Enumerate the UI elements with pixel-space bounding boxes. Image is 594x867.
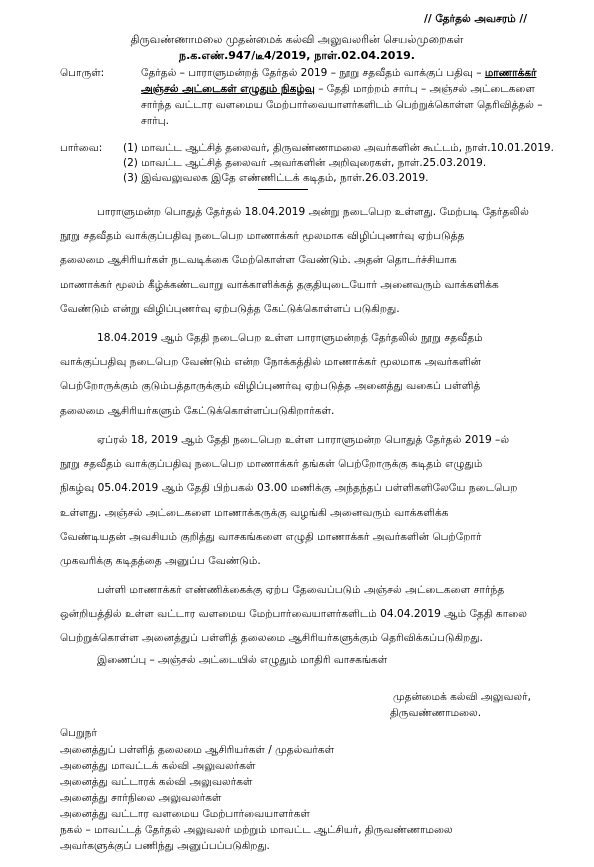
paragraph-1-line: தலைமை ஆசிரியர்கள் நடவடிக்கை மேற்கொள்ள வேண்டும். அதன் தொடர்ச்சியாக <box>60 254 457 267</box>
paragraph-1-line: நூறு சதவீதம் வாக்குப்பதிவு நடைபெற மாணாக்கர் மூலமாக விழிப்புணர்வு ஏற்படுத்த <box>60 230 465 243</box>
paragraph-3-line: வேண்டியதன் அவசியம் குறித்து வாசகங்களை எழுதி மாணாக்கர் அவர்களின் பெற்றோர் <box>60 530 482 543</box>
reference-item-3: (3) இவ்வலுவலக இதே எண்ணிட்டக் கடிதம், நாள்.26.03.2019. <box>123 172 429 184</box>
paragraph-1-line: பாராளுமன்ற பொதுத் தேர்தல் 18.04.2019 அன்று நடைபெற உள்ளது. மேற்படி தேர்தலில் <box>97 206 529 218</box>
subject-line-1 <box>141 67 537 80</box>
copy-to-line-2: அவர்களுக்குப் பணிந்து அனுப்பப்படுகிறது. <box>60 840 270 852</box>
body-paragraph-4 <box>60 578 534 651</box>
paragraph-2-line: பெற்றோருக்கும் குடும்பத்தாருக்கும் விழிப்புணர்வு ஏற்படுத்த அனைத்து வகைப் பள்ளித் <box>60 380 481 393</box>
election-urgent-tag: // தேர்தல் அவசரம் // <box>424 13 528 25</box>
paragraph-2-line: வாக்குப்பதிவு நடைபெற வேண்டும் என்ற நோக்கத்தில் மாணாக்கர் மூலமாக அவர்களின் <box>60 356 481 369</box>
paragraph-3-line: முகவரிக்கு கடிதத்தை அனுப்ப வேண்டும். <box>60 555 261 568</box>
paragraph-3-line: நூறு சதவீதம் வாக்குப்பதிவு நடைபெற மாணாக்கர் தங்கள் பெற்றோருக்கு கடிதம் எழுதும் <box>60 458 483 471</box>
office-title: திருவண்ணாமலை முதன்மைக் கல்வி அலுவலரின் செயல்முறைகள் <box>130 33 464 46</box>
recipient-item: அனைத்து சார்நிலை அலுவலர்கள் <box>60 792 222 804</box>
paragraph-4-line: ஒன்றியத்தில் உள்ள வட்டார வளமைய மேற்பார்வையாளர்களிடம் 04.04.2019 ஆம் தேதி காலை <box>60 608 528 621</box>
signature-location: திருவண்ணாமலை. <box>390 707 482 719</box>
subject-label: பொருள்: <box>60 67 105 79</box>
paragraph-1-line: வேண்டும் என்று விழிப்புணர்வு ஏற்படுத்த கேட்டுக்கொள்ளப் படுகிறது. <box>60 302 400 315</box>
paragraph-3-line: உள்ளது. அஞ்சல் அட்டைகளை மாணாக்கருக்கு வழங்கி அனைவரும் வாக்களிக்க <box>60 506 449 519</box>
copy-to-line-1: நகல் – மாவட்டத் தேர்தல் அலுவலர் மற்றும் மாவட்ட ஆட்சியர், திருவண்ணாமலை <box>60 824 453 836</box>
subject-highlight-2: அஞ்சல் அட்டைகள் எழுதும் நிகழ்வு <box>141 83 315 95</box>
recipients-label: பெறுநர் <box>60 727 97 739</box>
reference-label: பார்வை: <box>60 142 103 154</box>
recipient-item: அனைத்து வட்டார வளமைய மேற்பார்வையாளர்கள் <box>60 808 310 820</box>
paragraph-4-line: பள்ளி மாணாக்கர் எண்ணிக்கைக்கு ஏற்ப தேவைப்படும் அஞ்சல் அட்டைகளை சார்ந்த <box>97 584 505 596</box>
subject-line-3: சார்ந்த வட்டார வளமைய மேற்பார்வையாளர்களிடம் பெற்றுக்கொள்ள தெரிவித்தல் – <box>141 99 543 111</box>
recipient-item: அனைத்து வட்டாரக் கல்வி அலுவலர்கள் <box>60 776 253 788</box>
paragraph-3-line: நிகழ்வு 05.04.2019 ஆம் தேதி பிற்பகல் 03.00 மணிக்கு அந்தந்தப் பள்ளிகளிலேயே நடைபெற <box>60 482 518 495</box>
enclosure-note: இணைப்பு – அஞ்சல் அட்டையில் எழுதும் மாதிரி வாசகங்கள் <box>97 654 388 666</box>
body-paragraph-1 <box>60 200 534 321</box>
signature-designation: முதன்மைக் கல்வி அலுவலர், <box>393 691 531 703</box>
paragraph-2-line: 18.04.2019 ஆம் தேதி நடைபெற உள்ள பாராளுமன்றத் தேர்தலில் நூறு சதவீதம் <box>97 332 483 344</box>
paragraph-1-line: மாணாக்கர் மூலம் கீழ்க்கண்டவாறு வாக்காளிக்கத் தகுதியுடையோர் அனைவரும் வாக்களிக்க <box>60 278 499 291</box>
reference-divider <box>258 189 308 190</box>
paragraph-2-line: தலைமை ஆசிரியர்களும் கேட்டுக்கொள்ளப்படுகிறார்கள். <box>60 404 335 417</box>
body-paragraph-2 <box>60 326 534 423</box>
reference-number: ந.க.எண்.947/டீ4/2019, நாள்.02.04.2019. <box>179 49 415 62</box>
subject-line-1-text: தேர்தல் – பாராளுமன்றத் தேர்தல் 2019 – நூறு சதவீதம் வாக்குப் பதிவு – <box>141 67 482 79</box>
recipient-item: அனைத்துப் பள்ளித் தலைமை ஆசிரியர்கள் / முதல்வர்கள் <box>60 744 335 756</box>
recipient-item: அனைத்து மாவட்டக் கல்வி அலுவலர்கள் <box>60 760 256 772</box>
subject-line-2-text: – தேதி மாற்றம் சார்பு – அஞ்சல் அட்டைகளை <box>318 83 535 95</box>
body-paragraph-3 <box>60 428 534 573</box>
subject-line-4: சார்பு. <box>141 115 169 127</box>
reference-item-1: (1) மாவட்ட ஆட்சித் தலைவர், திருவண்ணாமலை அவர்களின் கூட்டம், நாள்.10.01.2019. <box>123 142 554 154</box>
subject-highlight-1: மாணாக்கர் <box>484 67 537 79</box>
subject-line-2 <box>141 83 535 96</box>
paragraph-4-line: பெற்றுக்கொள்ள அனைத்துப் பள்ளித் தலைமை ஆசிரியர்களுக்கும் தெரிவிக்கப்படுகிறது. <box>60 632 483 645</box>
reference-item-2: (2) மாவட்ட ஆட்சித் தலைவர் அவர்களின் அறிவுரைகள், நாள்.25.03.2019. <box>123 157 487 169</box>
paragraph-3-line: ஏப்ரல் 18, 2019 ஆம் தேதி நடைபெற உள்ள பாராளுமன்ற பொதுத் தேர்தல் 2019 –ல் <box>97 434 510 446</box>
